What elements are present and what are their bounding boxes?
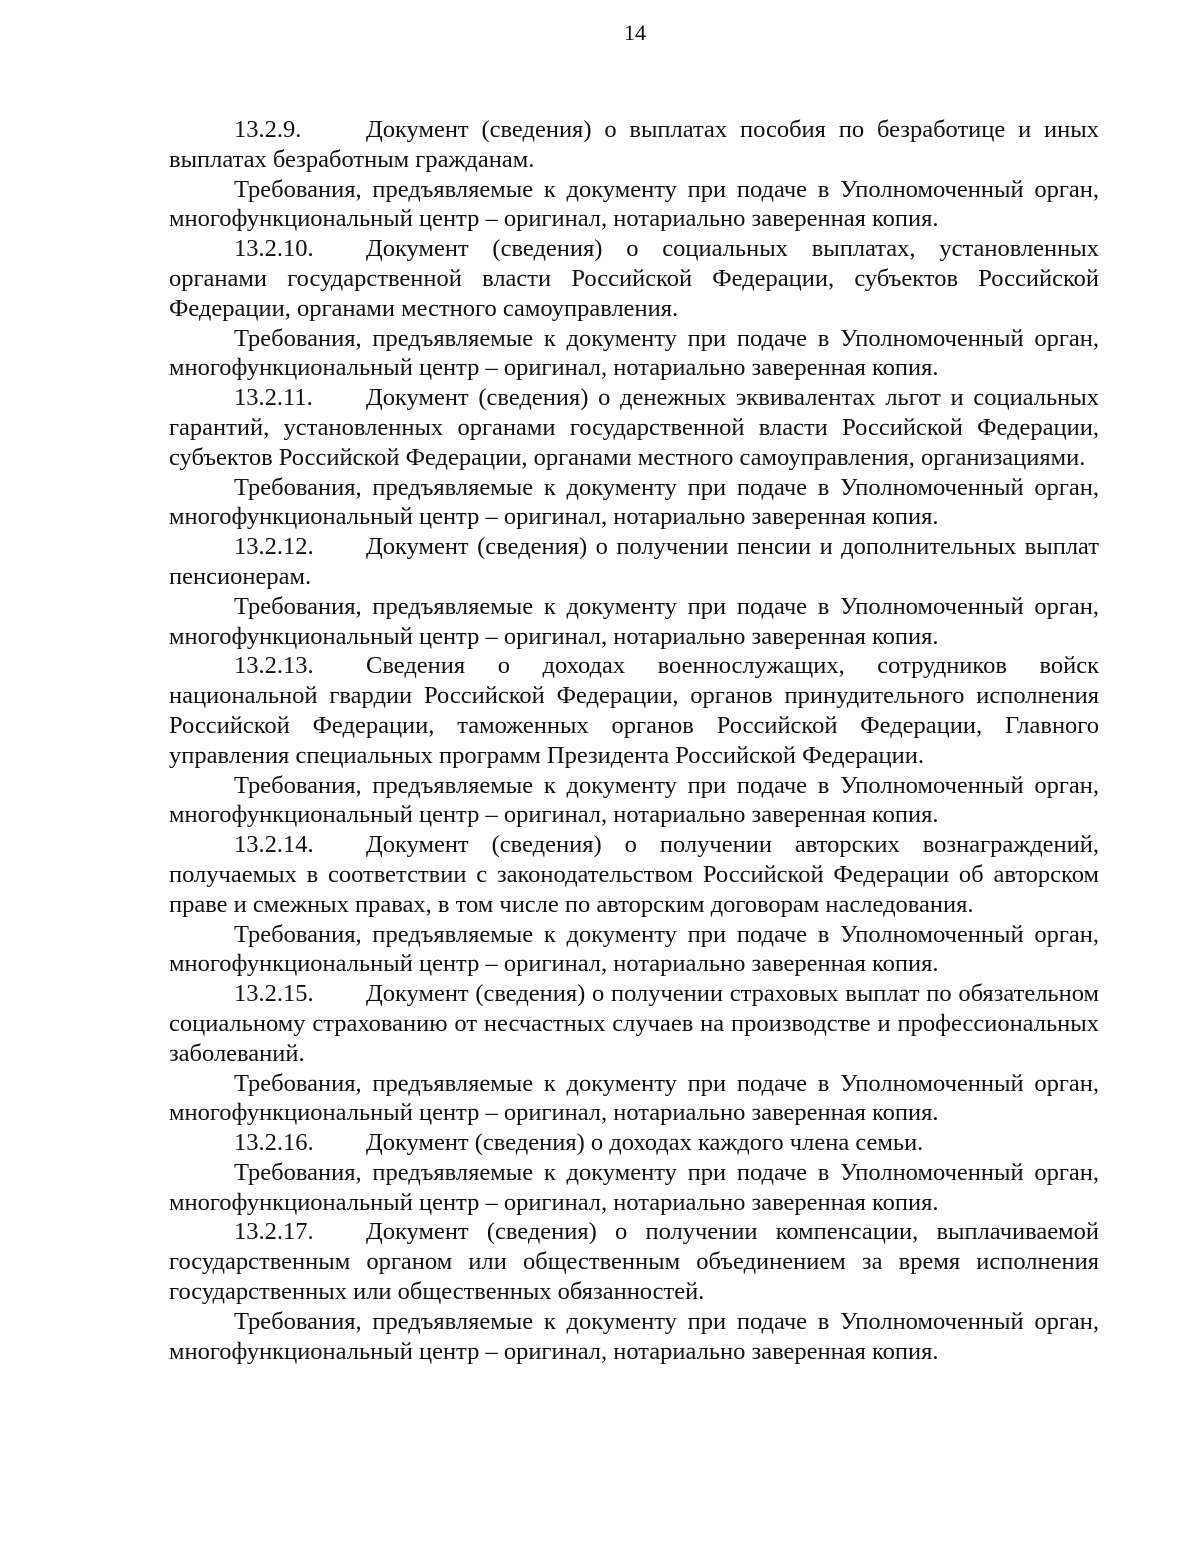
item-text: Документ (сведения) о получении пенсии и дополнительных выплат пенсионерам. bbox=[169, 533, 1099, 590]
document-body bbox=[169, 115, 1099, 1366]
item-number: 13.2.11. bbox=[234, 384, 313, 412]
requirement-paragraph: Требования, предъявляемые к документу при подаче в Уполномоченный орган, многофункциональный центр – оригинал, нотариально заверенная копия. bbox=[169, 920, 1099, 978]
requirement-paragraph: Требования, предъявляемые к документу при подаче в Уполномоченный орган, многофункциональный центр – оригинал, нотариально заверенная копия. bbox=[169, 1069, 1099, 1127]
item-text: Документ (сведения) о денежных эквивалентах льгот и социальных гарантий, установленных органами государственной власти Российской Федерации, субъектов Российской Федерации, органами местного самоуправления, организациями. bbox=[169, 384, 1099, 471]
item-text: Документ (сведения) о доходах каждого члена семьи. bbox=[366, 1129, 924, 1157]
item-text: Документ (сведения) о социальных выплатах, установленных органами государственной власти Российской Федерации, субъектов Российской Федерации, органами местного самоуправления. bbox=[169, 235, 1099, 322]
item-number: 13.2.16. bbox=[234, 1129, 314, 1157]
requirement-paragraph: Требования, предъявляемые к документу при подаче в Уполномоченный орган, многофункциональный центр – оригинал, нотариально заверенная копия. bbox=[169, 771, 1099, 829]
item-13-2-9 bbox=[169, 115, 1099, 175]
item-13-2-16 bbox=[169, 1128, 1099, 1158]
item-number: 13.2.17. bbox=[234, 1218, 314, 1246]
requirement-paragraph: Требования, предъявляемые к документу при подаче в Уполномоченный орган, многофункциональный центр – оригинал, нотариально заверенная копия. bbox=[169, 324, 1099, 382]
item-number: 13.2.15. bbox=[234, 980, 314, 1008]
item-number: 13.2.13. bbox=[234, 652, 314, 680]
item-number: 13.2.9. bbox=[234, 116, 302, 143]
item-13-2-11 bbox=[169, 383, 1099, 472]
requirement-paragraph: Требования, предъявляемые к документу при подаче в Уполномоченный орган, многофункциональный центр – оригинал, нотариально заверенная копия. bbox=[169, 175, 1099, 233]
item-13-2-13 bbox=[169, 651, 1099, 770]
item-number: 13.2.14. bbox=[234, 831, 314, 859]
item-13-2-12 bbox=[169, 532, 1099, 592]
requirement-paragraph: Требования, предъявляемые к документу при подаче в Уполномоченный орган, многофункциональный центр – оригинал, нотариально заверенная копия. bbox=[169, 1158, 1099, 1216]
requirement-paragraph: Требования, предъявляемые к документу при подаче в Уполномоченный орган, многофункциональный центр – оригинал, нотариально заверенная копия. bbox=[169, 1307, 1099, 1365]
requirement-paragraph: Требования, предъявляемые к документу при подаче в Уполномоченный орган, многофункциональный центр – оригинал, нотариально заверенная копия. bbox=[169, 592, 1099, 650]
item-13-2-10 bbox=[169, 234, 1099, 323]
item-text: Документ (сведения) о получении страховых выплат по обязательном социальному страхованию от несчастных случаев на производстве и профессиональных заболеваний. bbox=[169, 980, 1099, 1067]
item-13-2-15 bbox=[169, 979, 1099, 1068]
item-13-2-17 bbox=[169, 1217, 1099, 1306]
item-text: Документ (сведения) о получении компенсации, выплачиваемой государственным органом или общественным объединением за время исполнения государственных или общественных обязанностей. bbox=[169, 1218, 1099, 1306]
item-text: Сведения о доходах военнослужащих, сотрудников войск национальной гвардии Российской Федерации, органов принудительного исполнения Российской Федерации, таможенных органов Российской Федерации, Главного управления специальных программ Президента Российской Федерации. bbox=[169, 652, 1099, 769]
item-text: Документ (сведения) о получении авторских вознаграждений, получаемых в соответствии с законодательством Российской Федерации об авторском праве и смежных правах, в том числе по авторским договорам наследования. bbox=[169, 831, 1099, 918]
item-number: 13.2.12. bbox=[234, 533, 314, 561]
item-text: Документ (сведения) о выплатах пособия по безработице и иных выплатах безработным гражданам. bbox=[169, 116, 1099, 173]
item-number: 13.2.10. bbox=[234, 235, 314, 263]
item-13-2-14 bbox=[169, 830, 1099, 919]
page-number: 14 bbox=[624, 20, 646, 45]
requirement-paragraph: Требования, предъявляемые к документу при подаче в Уполномоченный орган, многофункциональный центр – оригинал, нотариально заверенная копия. bbox=[169, 473, 1099, 531]
